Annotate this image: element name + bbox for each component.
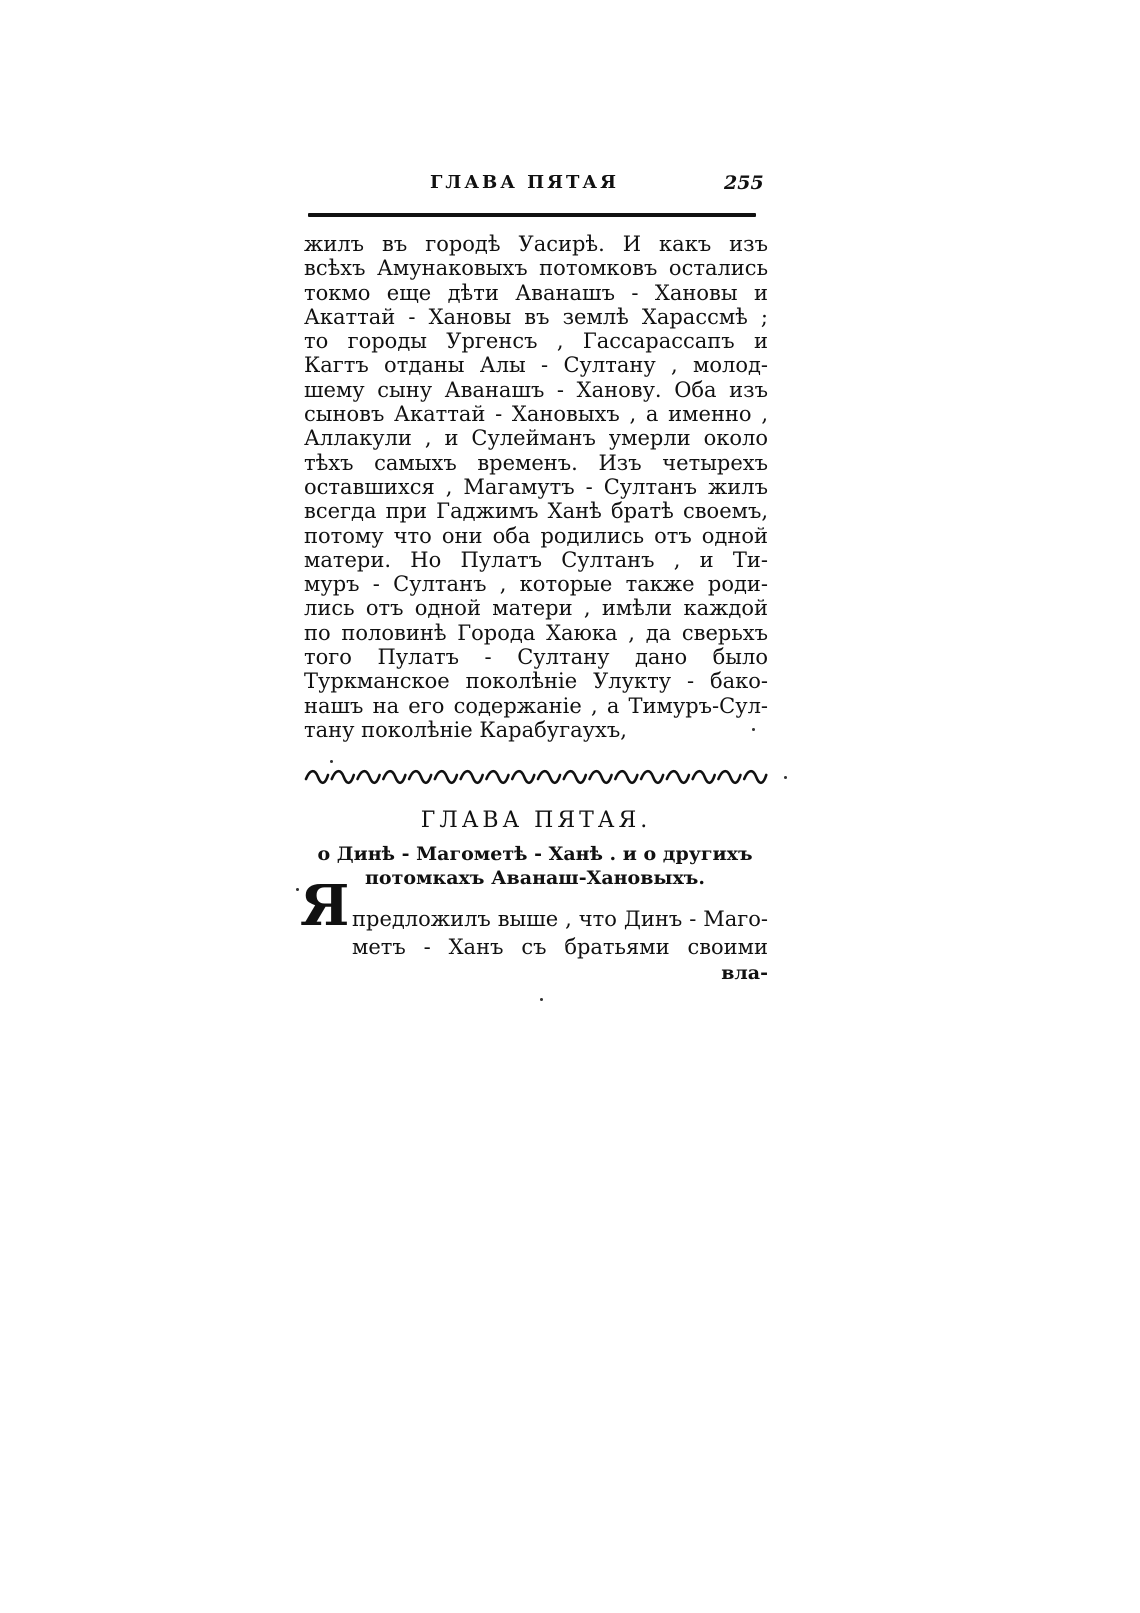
ornament-wave (409, 771, 431, 783)
text-line: потому что они оба родились отъ одной (304, 523, 768, 548)
ornament-wave (590, 771, 612, 783)
opening-paragraph (352, 905, 768, 961)
text-line: всѣхъ Амунаковыхъ потомковъ остались (304, 256, 768, 281)
ornament-wave (306, 771, 328, 783)
ornament-wave (693, 771, 715, 783)
text-line: тѣхъ самыхъ временъ. Изъ четырехъ (304, 450, 768, 475)
drop-cap: Я (300, 873, 350, 939)
ornament-wave (718, 771, 740, 783)
text-line: предложилъ выше , что Динъ - Маго- (352, 907, 768, 931)
chapter-subtitle (296, 842, 774, 890)
chapter-title: ГЛАВА ПЯТАЯ. (420, 808, 652, 833)
text-line: Кагтъ отданы Алы - Султану , молод- (304, 353, 768, 378)
ornament-wave (461, 771, 483, 783)
ornament-wave (744, 771, 766, 783)
ornament-wave (435, 771, 457, 783)
text-line: токмо еще дѣти Аванашъ - Хановы и (304, 280, 768, 305)
text-line: шему сыну Аванашъ - Ханову. Оба изъ (304, 377, 768, 402)
ornament-wave (538, 771, 560, 783)
body-paragraph (304, 232, 768, 742)
text-line: муръ - Султанъ , которые также роди- (304, 572, 768, 597)
text-line: Туркманское поколѣніе Улукту - бако- (304, 669, 768, 694)
scroll-wave-ornament-icon (304, 765, 768, 789)
catchword: вла- (721, 962, 768, 984)
ink-speck (296, 888, 299, 891)
text-line: Акаттай - Хановы въ землѣ Харассмѣ ; (304, 304, 768, 329)
text-line: жилъ въ городѣ Уасирѣ. И какъ изъ (304, 232, 768, 256)
ink-speck (330, 760, 333, 763)
ornament-wave (615, 771, 637, 783)
running-head-title: ГЛАВА ПЯТАЯ (430, 172, 619, 193)
text-line: матери. Но Пулатъ Султанъ , и Ти- (304, 547, 768, 572)
ink-speck (752, 728, 755, 731)
ornament-wave (667, 771, 689, 783)
ornament-wave (332, 771, 354, 783)
ink-speck (540, 998, 543, 1001)
header-rule (308, 213, 756, 217)
page-number: 255 (724, 172, 764, 194)
text-line: по половинѣ Города Хаюка , да сверьхъ (304, 620, 768, 645)
chapter-subtitle-line: потомкахъ Аванаш-Хановыхъ. (365, 867, 705, 889)
chapter-subtitle-line: о Динѣ - Магометѣ - Ханѣ . и о другихъ (317, 843, 753, 865)
text-line: нашъ на его содержаніе , а Тимуръ-Сул- (304, 693, 768, 718)
text-line: то городы Ургенсъ , Гассарассапъ и (304, 329, 768, 354)
ornament-wave (641, 771, 663, 783)
text-line: сыновъ Акаттай - Хановыхъ , а именно , (304, 402, 768, 427)
ornament-wave (486, 771, 508, 783)
text-line: того Пулатъ - Султану дано было (304, 645, 768, 670)
ornament-wave (358, 771, 380, 783)
text-line: метъ - Ханъ съ братьями своими (352, 935, 768, 959)
ornament-wave (564, 771, 586, 783)
ornament-wave (512, 771, 534, 783)
text-line: тану поколѣніе Карабугаухъ, (304, 717, 627, 742)
text-line: лись отъ одной матери , имѣли каждой (304, 596, 768, 621)
ink-speck (784, 776, 787, 779)
text-line: Аллакули , и Сулейманъ умерли около (304, 426, 768, 451)
text-line: всегда при Гаджимъ Ханѣ братѣ своемъ, (304, 499, 768, 524)
text-line: оставшихся , Магамутъ - Султанъ жилъ (304, 474, 768, 499)
ornament-wave (383, 771, 405, 783)
